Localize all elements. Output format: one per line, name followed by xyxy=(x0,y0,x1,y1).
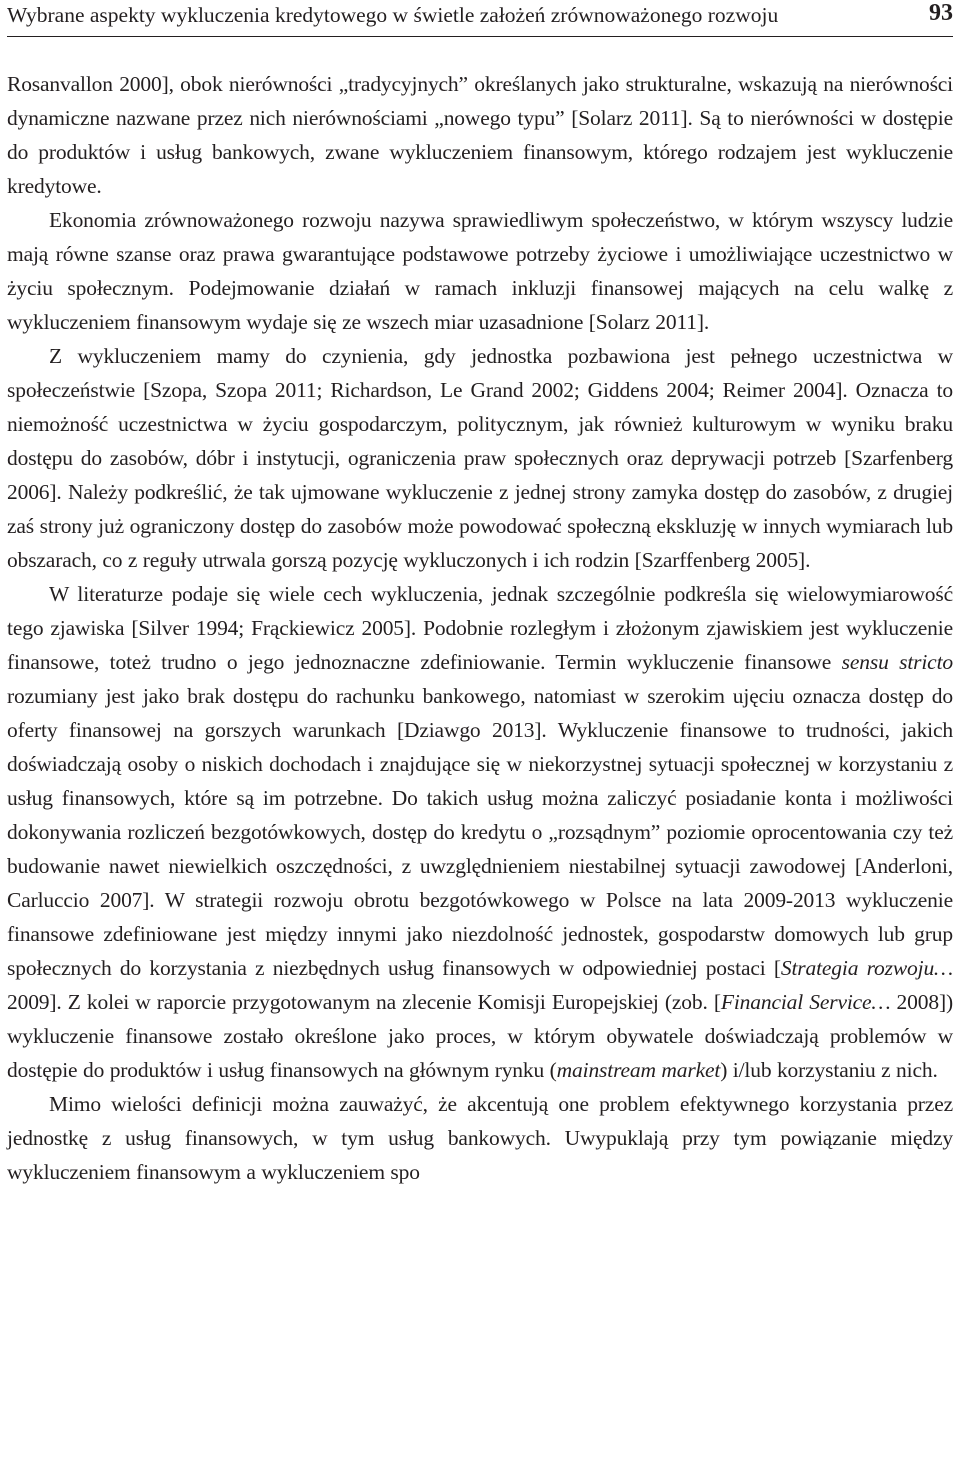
italic-term-sensu-stricto: sensu stricto xyxy=(841,650,954,674)
paragraph-sustainable-economics: Ekonomia zrównoważonego rozwoju nazywa sprawiedliwym społeczeństwo, w którym wszyscy ludzie mają równe szanse oraz prawa gwarantujące podstawowe potrzeby życiowe i umożliwiające uczestnictwo w życiu społecznym. Podejmowanie działań w ramach inkluzji finansowej mających na celu walkę z wykluczeniem finansowym wydaje się ze wszech miar uzasadnione [Solarz 2011]. xyxy=(7,208,953,334)
paragraph-definitions-summary: Mimo wielości definicji można zauważyć, że akcentują one problem efektywnego korzystania przez jednostkę z usług finansowych, w tym usług bankowych. Uwypuklają przy tym powiązanie między wykluczeniem finansowym a wykluczeniem spo xyxy=(7,1092,953,1184)
italic-citation-financial-service: Financial Service… xyxy=(720,990,891,1014)
page-number: 93 xyxy=(929,0,953,26)
italic-citation-strategia: Strategia rozwoju… xyxy=(780,956,954,980)
body-text xyxy=(7,67,953,1189)
running-title: Wybrane aspekty wykluczenia kredytowego w świetle założeń zrównoważonego rozwoju xyxy=(7,3,779,27)
italic-term-mainstream-market: mainstream market xyxy=(556,1058,721,1082)
paragraph-continued: Rosanvallon 2000], obok nierówności „tradycyjnych” określanych jako strukturalne, wskazują na nierówności dynamiczne nazwane przez nich nierównościami „nowego typu” [Solarz 2011]. Są to nierówności w dostępie do produktów i usług bankowych, zwane wykluczeniem finansowym, którego rodzajem jest wykluczenie kredytowe. xyxy=(7,72,953,198)
paragraph-exclusion-definition: Z wykluczeniem mamy do czynienia, gdy jednostka pozbawiona jest pełnego uczestnictwa w społeczeństwie [Szopa, Szopa 2011; Richardson, Le Grand 2002; Giddens 2004; Reimer 2004]. Oznacza to niemożność uczestnictwa w życiu gospodarczym, politycznym, jak również kulturowym w wyniku braku dostępu do zasobów, dóbr i instytucji, ograniczenia praw społecznych oraz deprywacji potrzeb [Szarfenberg 2006]. Należy podkreślić, że tak ujmowane wykluczenie z jednej strony zamyka dostęp do zasobów, z drugiej zaś strony już ograniczony dostęp do zasobów może powodować społeczną ekskluzję w innych wymiarach lub obszarach, co z reguły utrwala gorszą pozycję wykluczonych i ich rodzin [Szarffenberg 2005]. xyxy=(7,344,953,572)
text-run: ) i/lub korzystaniu z nich. xyxy=(720,1058,938,1082)
paragraph-financial-exclusion xyxy=(7,577,953,1087)
text-run: rozumiany jest jako brak dostępu do rachunku bankowego, natomiast w szerokim ujęciu oznacza dostęp do oferty finansowej na gorszych warunkach [Dziawgo 2013]. Wykluczenie finansowe to trudności, jakich doświadczają osoby o niskich dochodach i znajdujące się w niekorzystnej sytuacji społecznej w korzystaniu z usług finansowych, które są im potrzebne. Do takich usług można zaliczyć posiadanie konta i możliwości dokonywania rozliczeń bezgotówkowych, dostęp do kredytu o „rozsądnym” poziomie oprocentowania czy też budowanie nawet niewielkich oszczędności, z uwzględnieniem niestabilnej sytuacji zawodowej [Anderloni, Carluccio 2007]. W strategii rozwoju obrotu bezgotówkowego w Polsce na lata 2009-2013 wykluczenie finansowe zdefiniowane jest między innymi jako niezdolność jednostek, gospodarstw domowych lub grup społecznych do korzystania z niezbędnych usług finansowych w odpowiedniej postaci [ xyxy=(7,684,953,980)
text-run: 2008]) wykluczenie finansowe zostało określone jako proces, w którym obywatele doświadczają problemów w dostępie do produktów i usług finansowych na głównym rynku ( xyxy=(7,990,953,1082)
text-run: 2009]. Z kolei w raporcie przygotowanym na zlecenie Komisji Europejskiej (zob. [ xyxy=(7,990,721,1014)
text-run: W literaturze podaje się wiele cech wykluczenia, jednak szczególnie podkreśla się wielowymiarowość tego zjawiska [Silver 1994; Frąckiewicz 2005]. Podobnie rozległym i złożonym zjawiskiem jest wykluczenie finansowe, toteż trudno o jego jednoznaczne zdefiniowanie. Termin wykluczenie finansowe xyxy=(7,582,953,674)
running-header xyxy=(7,0,953,37)
document-page xyxy=(7,0,953,1189)
